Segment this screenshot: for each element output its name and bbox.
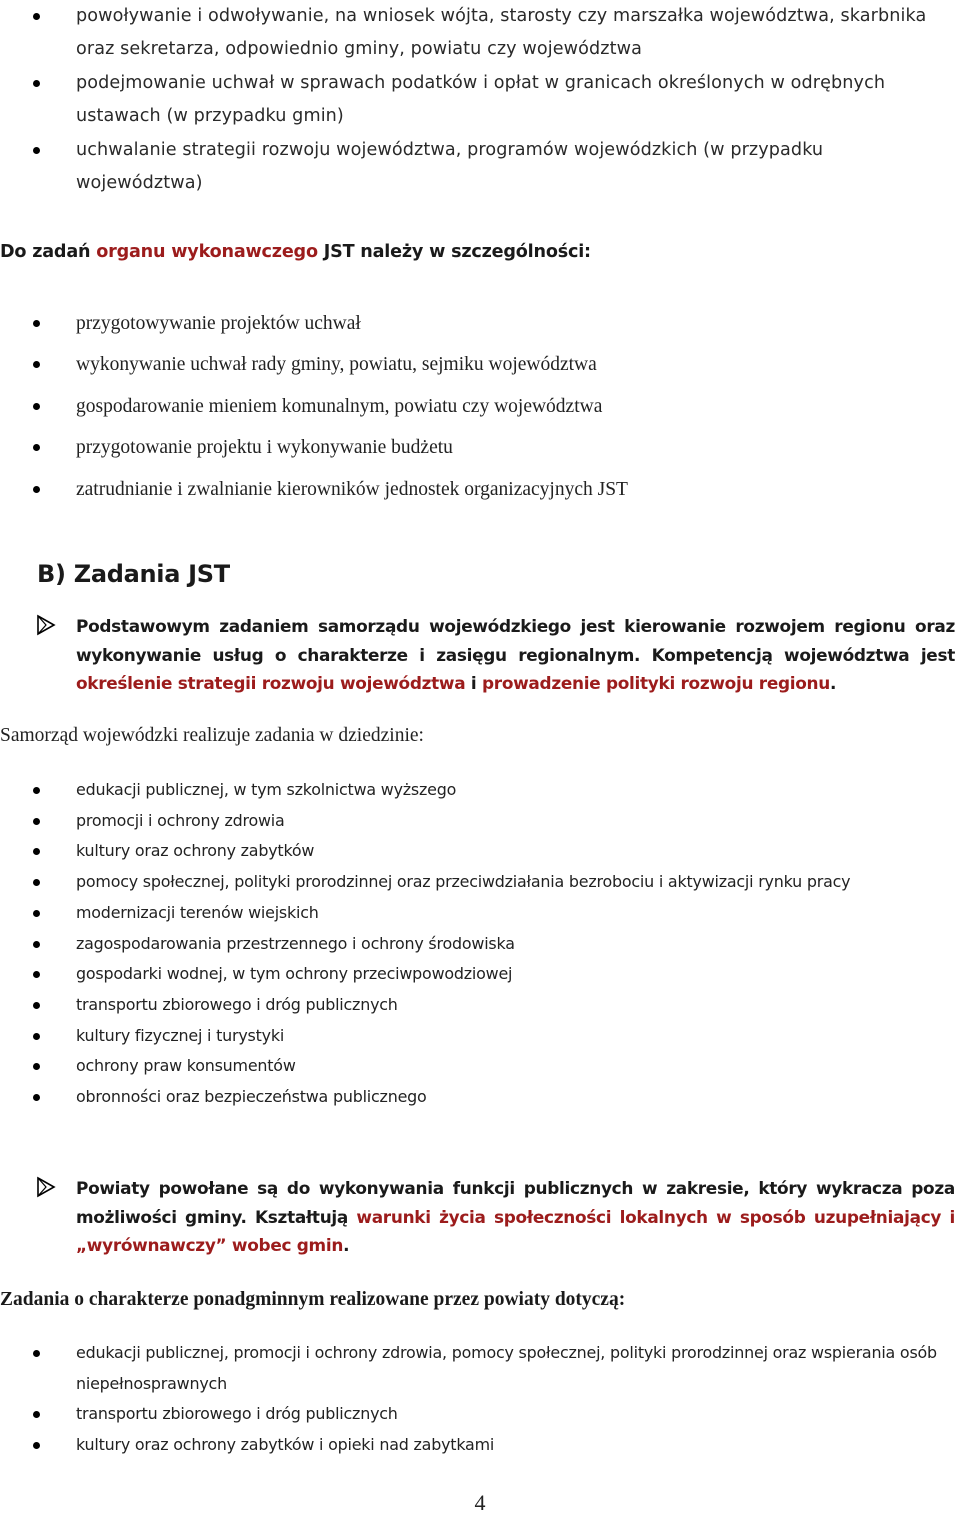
bullet-icon [33, 361, 40, 368]
heading-highlight: organu wykonawczego [96, 242, 318, 262]
list-item-text: zatrudnianie i zwalnianie kierowników jednostek organizacyjnych JST [76, 478, 628, 500]
summary-text: . [830, 673, 837, 694]
page-number: 4 [474, 1490, 486, 1515]
list-item [0, 1021, 940, 1052]
bullet-icon [33, 1442, 40, 1449]
summary-text: Powiaty powołane są do wykonywania funkcji publicznych w zakresie, który wykracza poza możliwości gminy. Kształtują [76, 1178, 955, 1227]
list-item [0, 867, 940, 898]
list-item-text: obronności oraz bezpieczeństwa publicznego [76, 1087, 427, 1107]
summary-highlight: określenie strategii rozwoju województwa [76, 673, 466, 694]
list-item-text: transportu zbiorowego i dróg publicznych [76, 1404, 398, 1424]
list-item [0, 775, 940, 806]
executive-organ-heading [0, 242, 591, 262]
arrow-bullet-icon [36, 614, 56, 636]
summary-text: i [465, 673, 482, 694]
voivodeship-intro: Samorząd wojewódzki realizuje zadania w dziedzinie: [0, 725, 424, 746]
list-item [0, 469, 940, 510]
bullet-icon [33, 971, 40, 978]
list-item [0, 1399, 940, 1430]
list-item-text: promocji i ochrony zdrowia [76, 810, 285, 830]
list-item-text: powoływanie i odwoływanie, na wniosek wójta, starosty czy marszałka województwa, skarbnika oraz sekretarza, odpowiednio gminy, powiatu czy województwa [76, 6, 927, 59]
list-item-text: przygotowanie projektu i wykonywanie budżetu [76, 437, 453, 459]
list-item [0, 1051, 940, 1082]
list-item [0, 990, 940, 1021]
bullet-icon [33, 80, 40, 87]
bullet-icon [33, 320, 40, 327]
county-tasks-list [0, 1338, 940, 1461]
list-item-text: kultury oraz ochrony zabytków [76, 841, 315, 861]
bullet-icon [33, 1411, 40, 1418]
list-item-text: przygotowywanie projektów uchwał [76, 313, 361, 334]
list-item-text: podejmowanie uchwał w sprawach podatków i opłat w granicach określonych w odrębnych ustawach (w przypadku gmin) [76, 73, 886, 126]
bullet-icon [33, 848, 40, 855]
list-item [0, 134, 940, 200]
section-heading: B) Zadania JST [37, 560, 230, 588]
bullet-icon [33, 13, 40, 20]
bullet-icon [33, 486, 40, 493]
bullet-icon [33, 879, 40, 886]
bullet-icon [33, 147, 40, 154]
bullet-icon [33, 1033, 40, 1040]
heading-text: JST należy w szczególności: [317, 242, 591, 262]
bullet-icon [33, 403, 40, 410]
list-item [0, 959, 940, 990]
list-item-text: pomocy społecznej, polityki prorodzinnej oraz przeciwdziałania bezrobociu i aktywizacji rynku pracy [76, 872, 851, 892]
list-item-text: wykonywanie uchwał rady gminy, powiatu, sejmiku województwa [76, 354, 597, 376]
bullet-icon [33, 910, 40, 917]
list-item-text: edukacji publicznej, w tym szkolnictwa wyższego [76, 780, 457, 799]
bullet-icon [33, 818, 40, 825]
list-item-text: kultury oraz ochrony zabytków i opieki nad zabytkami [76, 1435, 495, 1455]
list-item [0, 1338, 940, 1399]
summary-text: Podstawowym zadaniem samorządu wojewódzkiego jest kierowanie rozwojem regionu oraz wykonywanie usług o charakterze i zasięgu regionalnym. Kompetencją województwa jest [76, 616, 955, 665]
summary-highlight: warunki życia społeczności lokalnych w sposób uzupełniający i „wyrównawczy” wobec gmin [76, 1206, 955, 1256]
bullet-icon [33, 1063, 40, 1070]
arrow-bullet-icon [36, 1176, 56, 1198]
executive-tasks-list [0, 303, 940, 510]
list-item-text: gospodarki wodnej, w tym ochrony przeciwpowodziowej [76, 964, 513, 984]
summary-highlight: prowadzenie polityki rozwoju regionu [482, 673, 831, 694]
list-item [0, 0, 940, 66]
list-item [0, 929, 940, 960]
list-item [0, 806, 940, 837]
list-item [0, 1430, 940, 1461]
heading-text: Do zadań [0, 242, 97, 262]
summary-text: . [343, 1235, 350, 1256]
list-item-text: uchwalanie strategii rozwoju województwa, programów wojewódzkich (w przypadku województwa) [76, 140, 824, 193]
county-summary [0, 1174, 955, 1260]
list-item [0, 1082, 940, 1113]
bullet-icon [33, 1350, 40, 1357]
list-item [0, 836, 940, 867]
county-tasks-heading: Zadania o charakterze ponadgminnym realizowane przez powiaty dotyczą: [0, 1289, 626, 1310]
bullet-icon [33, 941, 40, 948]
list-item-text: modernizacji terenów wiejskich [76, 902, 319, 922]
bullet-icon [33, 787, 40, 794]
list-item [0, 344, 940, 385]
list-item [0, 427, 940, 468]
list-item-text: gospodarowanie mieniem komunalnym, powiatu czy województwa [76, 395, 603, 417]
voivodeship-summary [0, 612, 955, 698]
list-item-text: ochrony praw konsumentów [76, 1056, 296, 1076]
list-item-text: edukacji publicznej, promocji i ochrony zdrowia, pomocy społecznej, polityki prorodzinnej oraz wspierania osób niepełnosprawnych [76, 1343, 937, 1393]
list-item [0, 898, 940, 929]
list-item-text: transportu zbiorowego i dróg publicznych [76, 994, 398, 1014]
list-item-text: kultury fizycznej i turystyki [76, 1025, 285, 1045]
list-item [0, 303, 940, 344]
list-item-text: zagospodarowania przestrzennego i ochrony środowiska [76, 933, 515, 953]
voivodeship-tasks-list [0, 775, 940, 1113]
bullet-icon [33, 1094, 40, 1101]
competences-list [0, 0, 940, 201]
bullet-icon [33, 444, 40, 451]
list-item [0, 386, 940, 427]
bullet-icon [33, 1002, 40, 1009]
list-item [0, 67, 940, 133]
